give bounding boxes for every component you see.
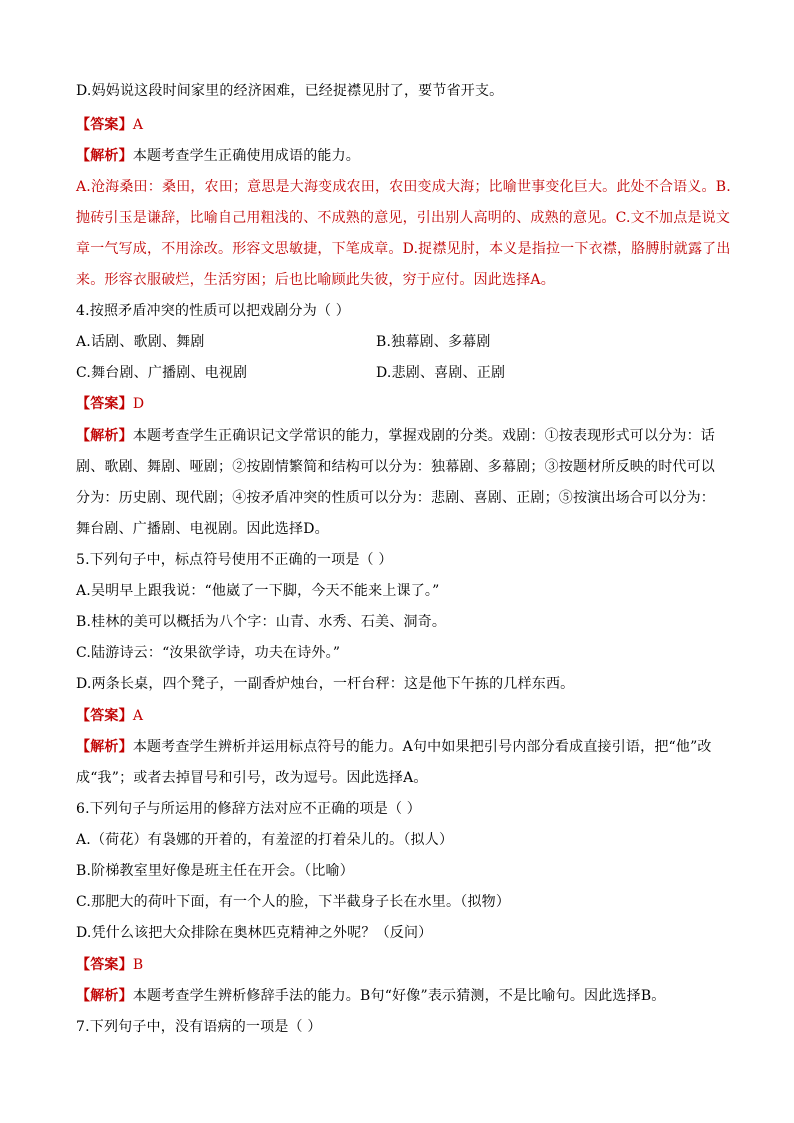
q3-analysis-line: A.沧海桑田：桑田，农田；意思是大海变成农田，农田变成大海；比喻世事变化巨大。此处不合语义。B. (76, 179, 731, 195)
q5-answer (76, 706, 143, 726)
q6-analysis-first (76, 986, 666, 1006)
q4-analysis-line: 分为：历史剧、现代剧；④按矛盾冲突的性质可以分为：悲剧、喜剧、正剧；⑤按演出场合可以分为： (76, 490, 715, 506)
analysis-label: 【解析】 (76, 148, 133, 164)
q6-option-a: A.（荷花）有袅娜的开着的，有羞涩的打着朵儿的。（拟人） (76, 832, 454, 848)
q3-analysis-line: 章一气写成，不用涂改。形容文思敏捷，下笔成章。D.捉襟见肘，本义是指拉一下衣襟，胳膊肘就露了出 (76, 241, 731, 257)
analysis-label: 【解析】 (76, 739, 133, 755)
q5-analysis-first (76, 737, 712, 757)
q4-answer (76, 394, 144, 414)
answer-value: A (132, 117, 144, 133)
answer-label: 【答案】 (76, 117, 133, 133)
answer-value: D (132, 396, 145, 412)
q6-stem: 6.下列句子与所运用的修辞方法对应不正确的项是（ ） (76, 801, 422, 817)
q5-option-b: B.桂林的美可以概括为八个字：山青、水秀、石美、洞奇。 (76, 614, 447, 630)
q4-analysis-line: 剧、歌剧、舞剧、哑剧；②按剧情繁简和结构可以分为：独幕剧、多幕剧；③按题材所反映的时代可以 (76, 459, 715, 475)
q6-option-b: B.阶梯教室里好像是班主任在开会。（比喻） (76, 863, 354, 879)
q5-option-d: D.两条长桌，四个凳子，一副香炉烛台，一杆台秤：这是他下午拣的几样东西。 (76, 676, 575, 692)
answer-value: B (132, 957, 144, 973)
answer-label: 【答案】 (76, 957, 133, 973)
q4-option-a: A.话剧、歌剧、舞剧 (76, 334, 205, 350)
q5-option-a: A.吴明早上跟我说：“他崴了一下脚，今天不能来上课了。” (76, 583, 440, 599)
q6-option-d: D.凭什么该把大众排除在奥林匹克精神之外呢？（反问） (76, 925, 433, 941)
q3-answer (76, 115, 143, 135)
analysis-intro: 本题考查学生正确使用成语的能力。 (132, 148, 361, 164)
analysis-label: 【解析】 (76, 428, 133, 444)
answer-label: 【答案】 (76, 396, 133, 412)
q4-stem: 4.按照矛盾冲突的性质可以把戏剧分为（ ） (76, 303, 351, 319)
analysis-text: 本题考查学生辨析并运用标点符号的能力。A句中如果把引号内部分看成直接引语，把“他”改 (132, 739, 712, 755)
analysis-label: 【解析】 (76, 988, 133, 1004)
q6-answer (76, 955, 143, 975)
q5-option-c: C.陆游诗云：“汝果欲学诗，功夫在诗外。” (76, 645, 341, 661)
q4-options-row-1 (76, 332, 491, 352)
q7-stem: 7.下列句子中，没有语病的一项是（ ） (76, 1019, 322, 1035)
q4-option-d: D.悲剧、喜剧、正剧 (376, 365, 506, 381)
q3-analysis-line: 来。形容衣服破烂，生活穷困；后也比喻顾此失彼，穷于应付。因此选择A。 (76, 272, 555, 288)
analysis-text: 本题考查学生辨析修辞手法的能力。B句“好像”表示猜测，不是比喻句。因此选择B。 (132, 988, 666, 1004)
analysis-text: 本题考查学生正确识记文学常识的能力，掌握戏剧的分类。戏剧：①按表现形式可以分为：话 (132, 428, 716, 444)
answer-value: A (132, 708, 144, 724)
q4-options-row-2 (76, 363, 506, 383)
q5-stem: 5.下列句子中，标点符号使用不正确的一项是（ ） (76, 552, 393, 568)
q4-option-b: B.独幕剧、多幕剧 (376, 334, 491, 350)
q4-option-c: C.舞台剧、广播剧、电视剧 (76, 365, 248, 381)
q6-option-c: C.那肥大的荷叶下面，有一个人的脸，下半截身子长在水里。（拟物） (76, 894, 511, 910)
q4-analysis-line: 舞台剧、广播剧、电视剧。因此选择D。 (76, 521, 329, 537)
q3-option-d: D.妈妈说这段时间家里的经济困难，已经捉襟见肘了，要节省开支。 (76, 83, 504, 99)
q5-analysis-line: 成“我”；或者去掉冒号和引号，改为逗号。因此选择A。 (76, 770, 428, 786)
q3-analysis-line: 抛砖引玉是谦辞，比喻自己用粗浅的、不成熟的意见，引出别人高明的、成熟的意见。C.文不加点是说文 (76, 210, 731, 226)
q4-analysis-first (76, 426, 715, 446)
answer-label: 【答案】 (76, 708, 133, 724)
q3-analysis-intro (76, 146, 360, 166)
